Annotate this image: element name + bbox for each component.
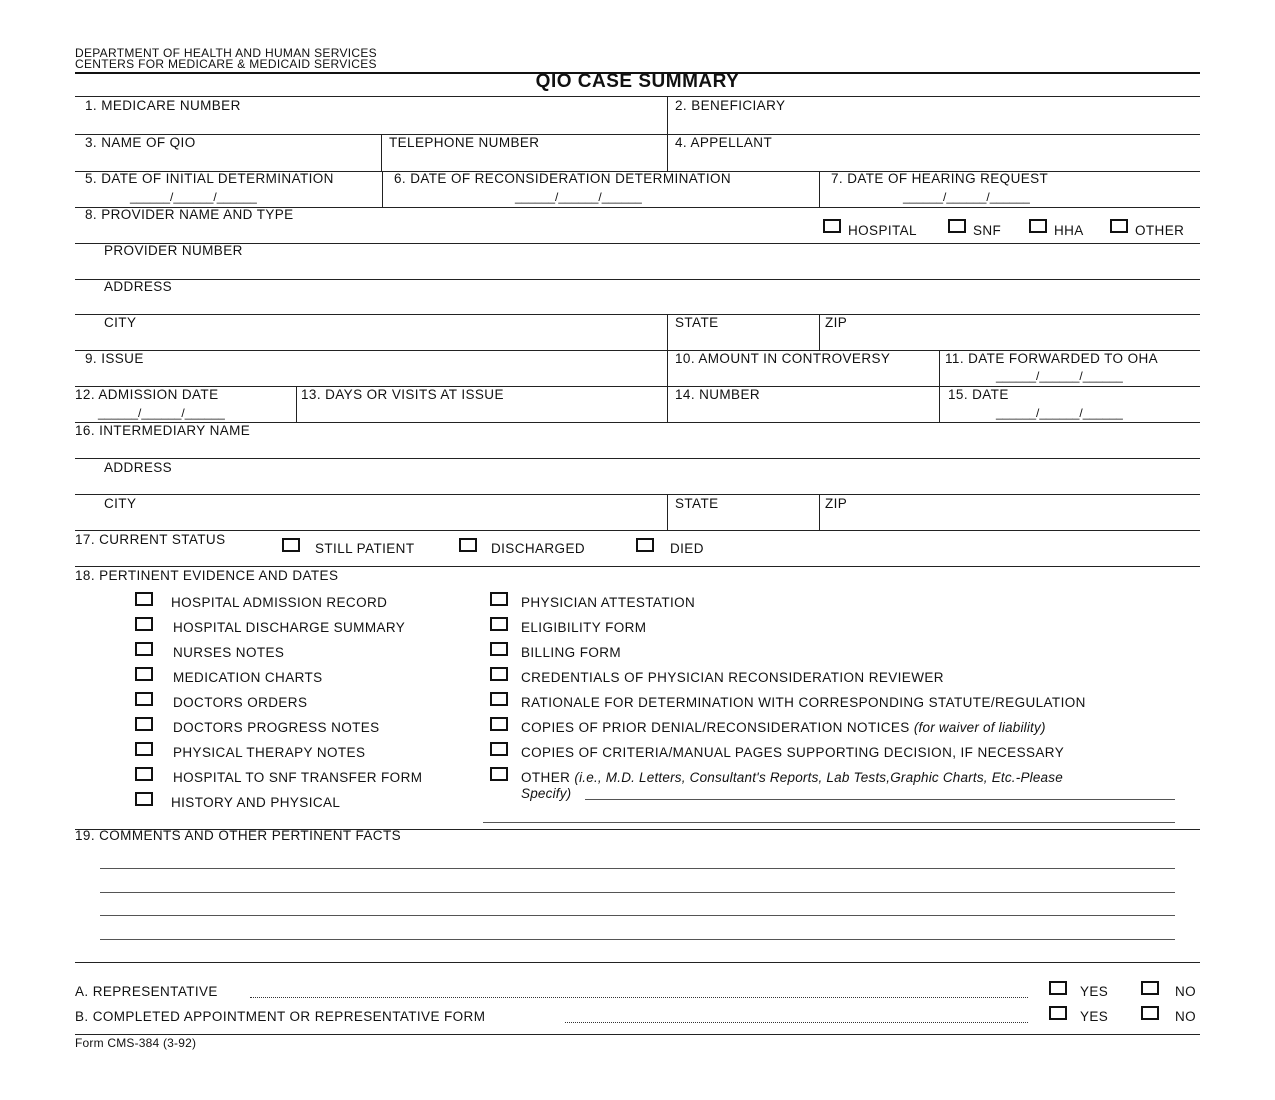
rule xyxy=(75,530,1200,531)
hha-option-label: HHA xyxy=(1054,223,1084,238)
provider-zip-label: ZIP xyxy=(825,315,848,330)
other-evidence-detail: (i.e., M.D. Letters, Consultant's Reports, Lab Tests,Graphic Charts, Etc.-Please xyxy=(574,770,1063,785)
current-status-label: 17. CURRENT STATUS xyxy=(75,532,226,547)
provider-number-label: PROVIDER NUMBER xyxy=(104,243,243,258)
qio-name-label: 3. NAME OF QIO xyxy=(85,135,196,150)
date-forwarded-field[interactable]: ______/______/______ xyxy=(996,369,1123,383)
hha-checkbox[interactable] xyxy=(1029,219,1047,233)
beneficiary-label: 2. BENEFICIARY xyxy=(675,98,786,113)
evidence-checkbox[interactable] xyxy=(135,692,153,706)
rule xyxy=(75,494,1200,495)
evidence-item-text: COPIES OF PRIOR DENIAL/RECONSIDERATION NOTICES xyxy=(521,720,910,735)
appointment-yes-checkbox[interactable] xyxy=(1049,1006,1067,1020)
representative-no-label: NO xyxy=(1175,984,1197,999)
snf-checkbox[interactable] xyxy=(948,219,966,233)
evidence-item-label: ELIGIBILITY FORM xyxy=(521,620,647,635)
pertinent-evidence-label: 18. PERTINENT EVIDENCE AND DATES xyxy=(75,568,339,583)
rule xyxy=(75,134,1200,135)
evidence-checkbox[interactable] xyxy=(135,792,153,806)
evidence-checkbox[interactable] xyxy=(135,667,153,681)
discharged-label: DISCHARGED xyxy=(491,541,586,556)
provider-city-label: CITY xyxy=(104,315,137,330)
evidence-item-label: HOSPITAL TO SNF TRANSFER FORM xyxy=(173,770,423,785)
intermediary-state-label: STATE xyxy=(675,496,719,511)
page-title: QIO CASE SUMMARY xyxy=(535,71,740,92)
medicare-number-label: 1. MEDICARE NUMBER xyxy=(85,98,241,113)
evidence-checkbox[interactable] xyxy=(135,642,153,656)
evidence-item-label: CREDENTIALS OF PHYSICIAN RECONSIDERATION REVIEWER xyxy=(521,670,944,685)
provider-state-label: STATE xyxy=(675,315,719,330)
evidence-item-label: DOCTORS PROGRESS NOTES xyxy=(173,720,380,735)
hearing-request-date-label: 7. DATE OF HEARING REQUEST xyxy=(831,171,1049,186)
evidence-item-label: HOSPITAL DISCHARGE SUMMARY xyxy=(173,620,406,635)
initial-determination-date-label: 5. DATE OF INITIAL DETERMINATION xyxy=(85,171,334,186)
still-patient-label: STILL PATIENT xyxy=(315,541,415,556)
evidence-item-label: HISTORY AND PHYSICAL xyxy=(171,795,341,810)
died-label: DIED xyxy=(670,541,704,556)
evidence-item-label xyxy=(521,720,1046,735)
divider xyxy=(819,314,820,350)
evidence-checkbox[interactable] xyxy=(135,717,153,731)
hospital-checkbox[interactable] xyxy=(823,219,841,233)
evidence-checkbox[interactable] xyxy=(135,592,153,606)
evidence-checkbox[interactable] xyxy=(135,742,153,756)
provider-name-type-label: 8. PROVIDER NAME AND TYPE xyxy=(85,207,294,222)
specify-label: Specify) xyxy=(521,786,572,801)
evidence-checkbox[interactable] xyxy=(490,592,508,606)
appellant-label: 4. APPELLANT xyxy=(675,135,773,150)
other-evidence-label xyxy=(521,770,1063,785)
divider xyxy=(667,314,668,350)
issue-label: 9. ISSUE xyxy=(85,351,144,366)
evidence-item-label: BILLING FORM xyxy=(521,645,622,660)
divider xyxy=(819,171,820,207)
intermediary-name-label: 16. INTERMEDIARY NAME xyxy=(75,423,251,438)
hospital-option-label: HOSPITAL xyxy=(848,223,917,238)
other-provider-option-label: OTHER xyxy=(1135,223,1185,238)
agency-department: DEPARTMENT OF HEALTH AND HUMAN SERVICES xyxy=(75,46,377,60)
days-at-issue-label: 13. DAYS OR VISITS AT ISSUE xyxy=(301,387,504,402)
admission-date-label: 12. ADMISSION DATE xyxy=(75,387,219,402)
evidence-checkbox[interactable] xyxy=(490,617,508,631)
date-field[interactable]: ______/______/______ xyxy=(996,406,1123,420)
date-label: 15. DATE xyxy=(948,387,1009,402)
representative-label: A. REPRESENTATIVE xyxy=(75,984,218,999)
evidence-checkbox[interactable] xyxy=(490,742,508,756)
rule xyxy=(75,243,1200,244)
waiver-note: (for waiver of liability) xyxy=(913,720,1046,735)
comment-line[interactable] xyxy=(100,939,1175,940)
comment-line[interactable] xyxy=(100,915,1175,916)
representative-yes-label: YES xyxy=(1080,984,1109,999)
intermediary-city-label: CITY xyxy=(104,496,137,511)
divider xyxy=(667,494,668,530)
divider xyxy=(296,386,297,422)
comment-line[interactable] xyxy=(100,868,1175,869)
divider xyxy=(667,134,668,171)
divider xyxy=(381,134,382,171)
rule xyxy=(75,386,1200,387)
evidence-item-label: COPIES OF CRITERIA/MANUAL PAGES SUPPORTING DECISION, IF NECESSARY xyxy=(521,745,1065,760)
discharged-checkbox[interactable] xyxy=(459,538,477,552)
comment-line[interactable] xyxy=(100,892,1175,893)
still-patient-checkbox[interactable] xyxy=(282,538,300,552)
form-id: Form CMS-384 (3-92) xyxy=(75,1036,197,1050)
hearing-request-date-field[interactable]: ______/______/______ xyxy=(903,190,1030,204)
rule xyxy=(75,96,1200,97)
evidence-item-label: MEDICATION CHARTS xyxy=(173,670,323,685)
evidence-checkbox[interactable] xyxy=(135,617,153,631)
rule xyxy=(75,566,1200,567)
agency-centers: CENTERS FOR MEDICARE & MEDICAID SERVICES xyxy=(75,57,377,71)
specify-input-line-2[interactable] xyxy=(483,822,1175,823)
other-evidence-checkbox[interactable] xyxy=(490,767,508,781)
rule xyxy=(75,1034,1200,1035)
admission-date-field[interactable]: ______/______/______ xyxy=(98,406,225,420)
rule xyxy=(75,458,1200,459)
representative-no-checkbox[interactable] xyxy=(1141,981,1159,995)
other-evidence-text: OTHER xyxy=(521,770,571,785)
evidence-checkbox[interactable] xyxy=(490,692,508,706)
intermediary-zip-label: ZIP xyxy=(825,496,848,511)
evidence-item-label: PHYSICIAN ATTESTATION xyxy=(521,595,696,610)
other-provider-checkbox[interactable] xyxy=(1110,219,1128,233)
divider xyxy=(382,171,383,207)
comments-label: 19. COMMENTS AND OTHER PERTINENT FACTS xyxy=(75,828,401,843)
appointment-no-checkbox[interactable] xyxy=(1141,1006,1159,1020)
divider xyxy=(819,494,820,530)
evidence-checkbox[interactable] xyxy=(135,767,153,781)
leader-dots xyxy=(250,997,1028,998)
intermediary-address-label: ADDRESS xyxy=(104,460,173,475)
number-label: 14. NUMBER xyxy=(675,387,761,402)
leader-dots xyxy=(565,1022,1028,1023)
representative-yes-checkbox[interactable] xyxy=(1049,981,1067,995)
appointment-no-label: NO xyxy=(1175,1009,1197,1024)
divider xyxy=(667,96,668,134)
appointment-form-label: B. COMPLETED APPOINTMENT OR REPRESENTATIVE FORM xyxy=(75,1009,486,1024)
evidence-item-label: NURSES NOTES xyxy=(173,645,285,660)
evidence-item-label: DOCTORS ORDERS xyxy=(173,695,308,710)
appointment-yes-label: YES xyxy=(1080,1009,1109,1024)
died-checkbox[interactable] xyxy=(636,538,654,552)
evidence-checkbox[interactable] xyxy=(490,642,508,656)
provider-address-label: ADDRESS xyxy=(104,279,173,294)
initial-determination-date-field[interactable]: ______/______/______ xyxy=(130,190,257,204)
rule xyxy=(75,279,1200,280)
rule xyxy=(75,314,1200,315)
rule xyxy=(75,962,1200,963)
evidence-checkbox[interactable] xyxy=(490,717,508,731)
evidence-item-label: RATIONALE FOR DETERMINATION WITH CORRESPONDING STATUTE/REGULATION xyxy=(521,695,1086,710)
reconsideration-date-label: 6. DATE OF RECONSIDERATION DETERMINATION xyxy=(394,171,732,186)
specify-input-line[interactable] xyxy=(585,799,1175,800)
evidence-item-label: HOSPITAL ADMISSION RECORD xyxy=(171,595,388,610)
reconsideration-date-field[interactable]: ______/______/______ xyxy=(515,190,642,204)
telephone-label: TELEPHONE NUMBER xyxy=(389,135,540,150)
evidence-checkbox[interactable] xyxy=(490,667,508,681)
date-forwarded-label: 11. DATE FORWARDED TO OHA xyxy=(945,351,1159,366)
evidence-item-label: PHYSICAL THERAPY NOTES xyxy=(173,745,366,760)
snf-option-label: SNF xyxy=(973,223,1002,238)
amount-in-controversy-label: 10. AMOUNT IN CONTROVERSY xyxy=(675,351,891,366)
